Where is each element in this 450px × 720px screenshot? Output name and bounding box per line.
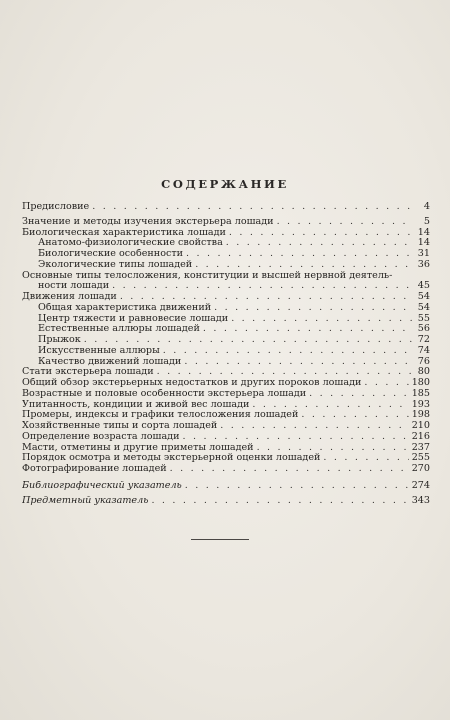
dot-leader bbox=[163, 346, 413, 357]
dot-leader bbox=[252, 400, 408, 411]
dot-leader bbox=[214, 303, 413, 314]
toc-entry-title: Биологические особенности bbox=[38, 249, 184, 259]
toc-entry-title: Возрастные и половые особенности экстерьера лошади bbox=[22, 388, 307, 399]
dot-leader bbox=[182, 432, 408, 443]
toc-entry bbox=[22, 432, 430, 443]
dot-leader bbox=[257, 443, 409, 454]
dot-leader bbox=[301, 410, 408, 421]
toc-entry bbox=[22, 453, 430, 464]
toc-entry-title: Хозяйственные типы и сорта лошадей bbox=[22, 421, 218, 431]
toc-entry bbox=[22, 496, 430, 507]
toc-entry-page: 14 bbox=[417, 238, 430, 249]
dot-leader bbox=[185, 481, 409, 492]
toc-entry-title: Естественные аллюры лошадей bbox=[38, 324, 200, 335]
toc-entry bbox=[22, 228, 430, 239]
dot-leader bbox=[229, 228, 413, 239]
toc-entry bbox=[22, 249, 430, 260]
dot-leader bbox=[231, 314, 413, 325]
toc-entry-title: ности лошади bbox=[38, 281, 110, 292]
toc-entry bbox=[22, 303, 430, 314]
toc-entry bbox=[22, 202, 430, 213]
toc-entry-page: 56 bbox=[417, 324, 430, 335]
toc-entry-title: Предметный указатель bbox=[22, 495, 149, 506]
dot-leader bbox=[92, 202, 413, 213]
toc-entry bbox=[22, 421, 430, 432]
toc-entry-page: 180 bbox=[411, 378, 430, 388]
dot-leader bbox=[112, 281, 413, 292]
toc-entry-page: 54 bbox=[417, 292, 430, 302]
dot-leader bbox=[364, 378, 408, 389]
toc-entry bbox=[22, 335, 430, 346]
toc-entry-page: 45 bbox=[417, 281, 430, 292]
toc-entry-page: 55 bbox=[417, 313, 430, 324]
dot-leader bbox=[220, 421, 408, 432]
toc-entry-title: Прыжок bbox=[38, 335, 81, 345]
dot-leader bbox=[157, 367, 413, 378]
toc-entry-title: Порядок осмотра и методы экстерьерной оценки лошадей bbox=[22, 453, 321, 464]
toc-entry-title: Фотографирование лошадей bbox=[22, 464, 167, 474]
toc-entry bbox=[22, 324, 430, 335]
toc-entry-page: 72 bbox=[417, 335, 430, 345]
toc-entry bbox=[22, 464, 430, 475]
toc-entry bbox=[22, 357, 430, 368]
toc-entry-title: Движения лошади bbox=[22, 292, 117, 302]
toc-entry-title: Основные типы телосложения, конституции и высшей нервной деятель- bbox=[22, 270, 393, 281]
toc-entry bbox=[22, 292, 430, 303]
dot-leader bbox=[309, 389, 409, 400]
toc-entry-page: 80 bbox=[417, 367, 430, 378]
toc-entry-title: Биологическая характеристика лошади bbox=[22, 227, 226, 238]
toc-entry-page: 255 bbox=[411, 453, 430, 464]
toc-entry bbox=[22, 260, 430, 271]
toc-entry-title: Промеры, индексы и графики телосложения лошадей bbox=[22, 410, 299, 421]
toc-entry bbox=[22, 389, 430, 400]
toc-entry-page: 210 bbox=[411, 421, 430, 431]
toc-entry-page: 237 bbox=[411, 442, 430, 453]
toc-entry bbox=[22, 271, 430, 282]
dot-leader bbox=[277, 217, 413, 228]
toc-entry-title: Определение возраста лошади bbox=[22, 431, 180, 442]
toc-entry-page: 14 bbox=[417, 227, 430, 238]
toc-entry-title: Масти, отметины и другие приметы лошадей bbox=[22, 442, 254, 453]
dot-leader bbox=[84, 335, 413, 346]
closing-rule bbox=[191, 539, 249, 540]
toc-entry-page: 76 bbox=[417, 356, 430, 367]
toc-entry-page: 274 bbox=[411, 480, 430, 491]
dot-leader bbox=[323, 453, 408, 464]
toc-entry bbox=[22, 443, 430, 454]
toc-entry-title: Упитанность, кондиции и живой вес лошади bbox=[22, 399, 250, 410]
toc-entry bbox=[22, 281, 430, 292]
toc-entry-title: Центр тяжести и равновесие лошади bbox=[38, 313, 229, 324]
toc-entry-title: Стати экстерьера лошади bbox=[22, 367, 154, 378]
toc-entry-page: 185 bbox=[411, 388, 430, 399]
toc-entry-title: Предисловие bbox=[22, 202, 90, 212]
toc-entry-title: Общая характеристика движений bbox=[38, 302, 212, 313]
dot-leader bbox=[151, 496, 408, 507]
table-of-contents bbox=[22, 202, 430, 506]
dot-leader bbox=[186, 249, 413, 260]
toc-entry bbox=[22, 367, 430, 378]
toc-entry bbox=[22, 410, 430, 421]
dot-leader bbox=[226, 238, 413, 249]
dot-leader bbox=[203, 324, 413, 335]
toc-entry-title: Искусственные аллюры bbox=[38, 345, 160, 356]
toc-entry bbox=[22, 400, 430, 411]
toc-entry-title: Значение и методы изучения экстерьера лошади bbox=[22, 216, 274, 227]
dot-leader bbox=[170, 464, 409, 475]
toc-entry bbox=[22, 314, 430, 325]
toc-entry-page: 216 bbox=[411, 431, 430, 442]
toc-entry-page: 193 bbox=[411, 399, 430, 410]
toc-entry-page: 5 bbox=[423, 216, 430, 227]
dot-leader bbox=[120, 292, 413, 303]
dot-leader bbox=[184, 357, 413, 368]
toc-entry bbox=[22, 378, 430, 389]
toc-heading: СОДЕРЖАНИЕ bbox=[161, 177, 289, 191]
toc-entry-page: 31 bbox=[417, 249, 430, 259]
toc-entry-title: Экологические типы лошадей bbox=[38, 259, 193, 270]
toc-entry bbox=[22, 217, 430, 228]
toc-entry-page: 36 bbox=[417, 259, 430, 270]
toc-entry-title: Библиографический указатель bbox=[22, 480, 182, 491]
toc-entry-page: 4 bbox=[423, 202, 430, 212]
toc-entry-page: 198 bbox=[411, 410, 430, 421]
dot-leader bbox=[195, 260, 413, 271]
toc-entry bbox=[22, 346, 430, 357]
toc-entry-page: 54 bbox=[417, 302, 430, 313]
toc-entry-title: Качество движений лошади bbox=[38, 356, 182, 367]
toc-entry-page: 74 bbox=[417, 345, 430, 356]
toc-entry-title: Анатомо-физиологические свойства bbox=[38, 238, 223, 249]
toc-entry-page: 343 bbox=[411, 495, 430, 506]
toc-entry bbox=[22, 238, 430, 249]
toc-entry bbox=[22, 481, 430, 492]
toc-entry-page: 270 bbox=[411, 464, 430, 474]
toc-entry-title: Общий обзор экстерьерных недостатков и других пороков лошади bbox=[22, 378, 362, 388]
